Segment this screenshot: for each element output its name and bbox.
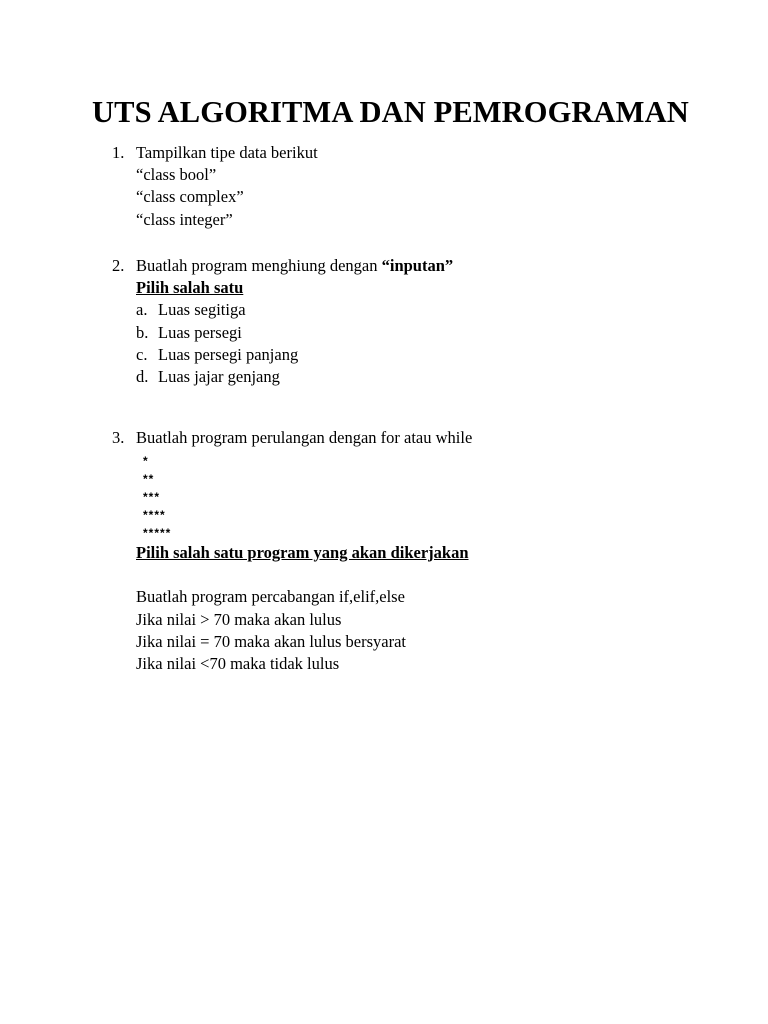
q1-item: “class bool” [136, 165, 217, 184]
q3-condition: Jika nilai > 70 maka akan lulus [136, 610, 342, 629]
q2-option-letter: a. [136, 300, 148, 319]
q2-option-letter: c. [136, 345, 148, 364]
q2-option-letter: b. [136, 323, 149, 342]
q2-option-text: Luas jajar genjang [158, 367, 280, 386]
q1-item: “class integer” [136, 210, 233, 229]
q2-text-before: Buatlah program menghiung dengan [136, 256, 382, 275]
q3-condition: Jika nilai = 70 maka akan lulus bersyarat [136, 632, 407, 651]
q1-text: Tampilkan tipe data berikut [136, 143, 318, 162]
q1-number: 1. [112, 143, 125, 162]
q2-option-text: Luas persegi [158, 323, 242, 342]
q2-text-bold: “inputan” [381, 256, 454, 275]
q2-number: 2. [112, 256, 125, 275]
q2-choose-label: Pilih salah satu [136, 278, 244, 297]
star-row: ** [143, 472, 155, 486]
q3-condition: Jika nilai <70 maka tidak lulus [136, 654, 340, 673]
star-row: * [143, 454, 149, 468]
q2-option-text: Luas segitiga [158, 300, 246, 319]
page-title: UTS ALGORITMA DAN PEMROGRAMAN [92, 95, 689, 129]
q3-text: Buatlah program perulangan dengan for atau while [136, 428, 473, 447]
q2-option-text: Luas persegi panjang [158, 345, 299, 364]
q2-option-letter: d. [136, 367, 149, 386]
q2-text [136, 255, 453, 277]
q3-branch-title: Buatlah program percabangan if,elif,else [136, 587, 405, 606]
star-row: ***** [143, 526, 172, 540]
star-row: *** [143, 490, 161, 504]
q3-number: 3. [112, 428, 125, 447]
q1-item: “class complex” [136, 187, 244, 206]
q3-choose-label: Pilih salah satu program yang akan dikerjakan [136, 543, 469, 562]
star-row: **** [143, 508, 166, 522]
